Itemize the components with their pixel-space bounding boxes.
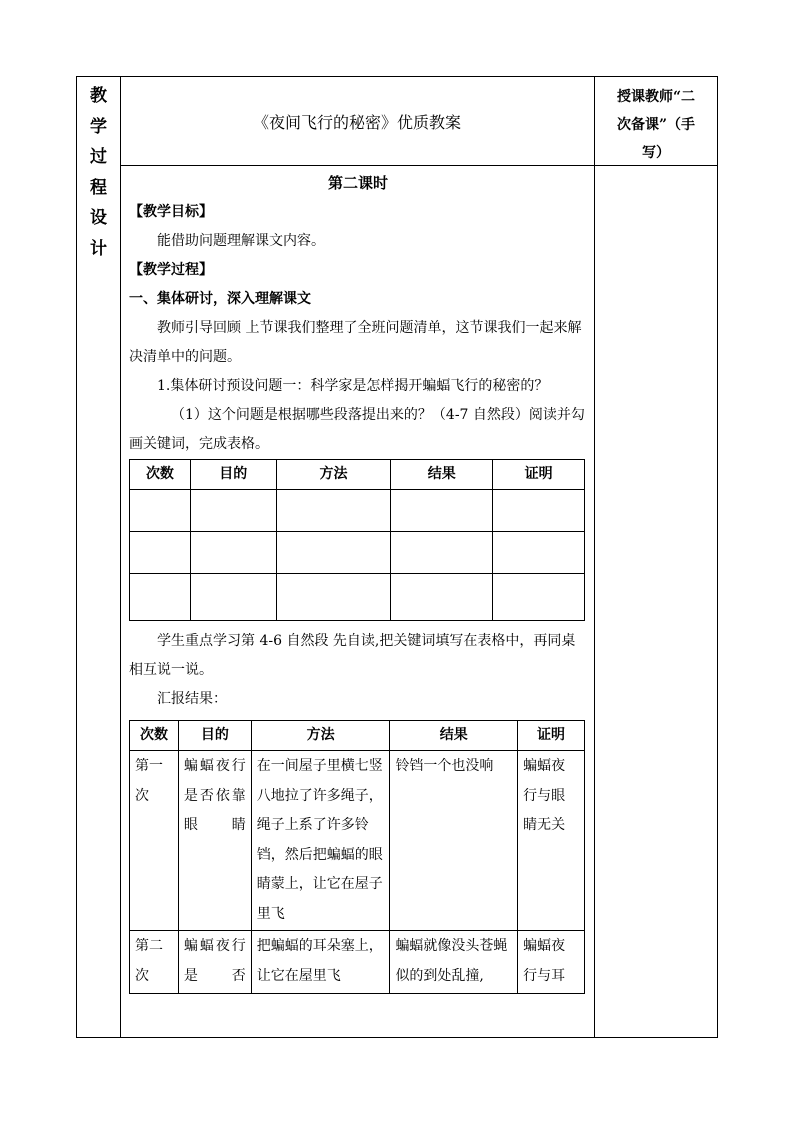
header-cell: 方法 (251, 721, 390, 751)
empty-cell[interactable] (391, 574, 493, 621)
side-label-char: 计 (90, 238, 107, 259)
empty-cell[interactable] (130, 490, 191, 532)
table-row (130, 751, 585, 931)
table-cell: 蝙蝠夜行是否 (178, 931, 251, 994)
empty-cell[interactable] (391, 490, 493, 532)
header-cell: 结果 (390, 721, 518, 751)
teacher-header-line: 写） (642, 145, 670, 161)
table-header-row (130, 721, 585, 751)
header-cell: 目的 (190, 460, 276, 490)
results-table (129, 720, 585, 994)
paragraph-self-study: 学生重点学习第 4-6 自然段 先自读,把关键词填写在表格中，再同桌相互说一说。 (129, 633, 576, 678)
empty-cell[interactable] (391, 532, 493, 574)
goal-text: 能借助问题理解课文内容。 (157, 233, 325, 249)
lesson-period: 第二课时 (327, 174, 388, 192)
empty-cell[interactable] (276, 490, 391, 532)
table-cell: 在一间屋子里横七竖八地拉了许多绳子，绳子上系了许多铃铛，然后把蝙蝠的眼睛蒙上，让它在屋子里飞 (251, 751, 390, 931)
empty-cell[interactable] (190, 490, 276, 532)
table-cell: 蝙蝠夜行与眼睛无关 (518, 751, 585, 931)
table-cell: 蝙蝠就像没头苍蝇似的到处乱撞, (390, 931, 518, 994)
paragraph-report: 汇报结果： (157, 691, 227, 707)
table-header-row (130, 460, 585, 490)
empty-cell[interactable] (190, 574, 276, 621)
table-row (130, 931, 585, 994)
lesson-content (129, 169, 587, 994)
lesson-plan-frame (76, 76, 718, 1038)
side-label-char: 学 (90, 116, 107, 137)
column-divider-right (594, 77, 595, 1037)
document-title-text: 《夜间飞行的秘密》优质教案 (252, 112, 461, 132)
table-cell: 第一次 (130, 751, 179, 931)
header-cell: 方法 (276, 460, 391, 490)
blank-worksheet-table (129, 459, 585, 621)
table-row (130, 532, 585, 574)
side-label-char: 设 (90, 208, 107, 229)
header-cell: 次数 (130, 460, 191, 490)
paragraph-review: 教师引导回顾 上节课我们整理了全班问题清单，这节课我们一起来解决清单中的问题。 (129, 320, 582, 365)
table-cell: 把蝙蝠的耳朵塞上，让它在屋里飞 (251, 931, 390, 994)
header-cell: 目的 (178, 721, 251, 751)
empty-cell[interactable] (493, 490, 585, 532)
document-title (120, 77, 594, 165)
empty-cell[interactable] (130, 574, 191, 621)
section-heading: 一、集体研讨，深入理解课文 (129, 291, 311, 307)
header-cell: 证明 (518, 721, 585, 751)
header-cell: 结果 (391, 460, 493, 490)
header-cell: 证明 (493, 460, 585, 490)
table-cell: 第二次 (130, 931, 179, 994)
process-heading: 【教学过程】 (129, 262, 213, 278)
table-cell: 蝙蝠夜行与耳 (518, 931, 585, 994)
side-label-char: 过 (90, 147, 107, 168)
table-cell: 蝙蝠夜行是否依靠眼睛 (178, 751, 251, 931)
empty-cell[interactable] (493, 532, 585, 574)
paragraph-question-one: 1.集体研讨预设问题一：科学家是怎样揭开蝙蝠飞行的秘密的？ (157, 378, 549, 394)
side-label-char: 教 (90, 86, 107, 106)
table-row (130, 490, 585, 532)
table-cell: 铃铛一个也没响 (390, 751, 518, 931)
teacher-notes-header (594, 83, 718, 167)
empty-cell[interactable] (276, 574, 391, 621)
table-row (130, 574, 585, 621)
empty-cell[interactable] (130, 532, 191, 574)
empty-cell[interactable] (190, 532, 276, 574)
side-label-char: 程 (90, 177, 107, 198)
column-divider-left (120, 77, 121, 1037)
empty-cell[interactable] (276, 532, 391, 574)
paragraph-instruction: （1）这个问题是根据哪些段落提出来的？（4-7 自然段）阅读并勾画关键词，完成表格。 (129, 407, 585, 452)
teacher-header-line: 次备课”（手 (616, 117, 696, 133)
empty-cell[interactable] (493, 574, 585, 621)
side-label (77, 81, 120, 265)
header-cell: 次数 (130, 721, 179, 751)
teacher-header-line: 授课教师“二 (616, 89, 696, 105)
goal-heading: 【教学目标】 (129, 204, 213, 220)
